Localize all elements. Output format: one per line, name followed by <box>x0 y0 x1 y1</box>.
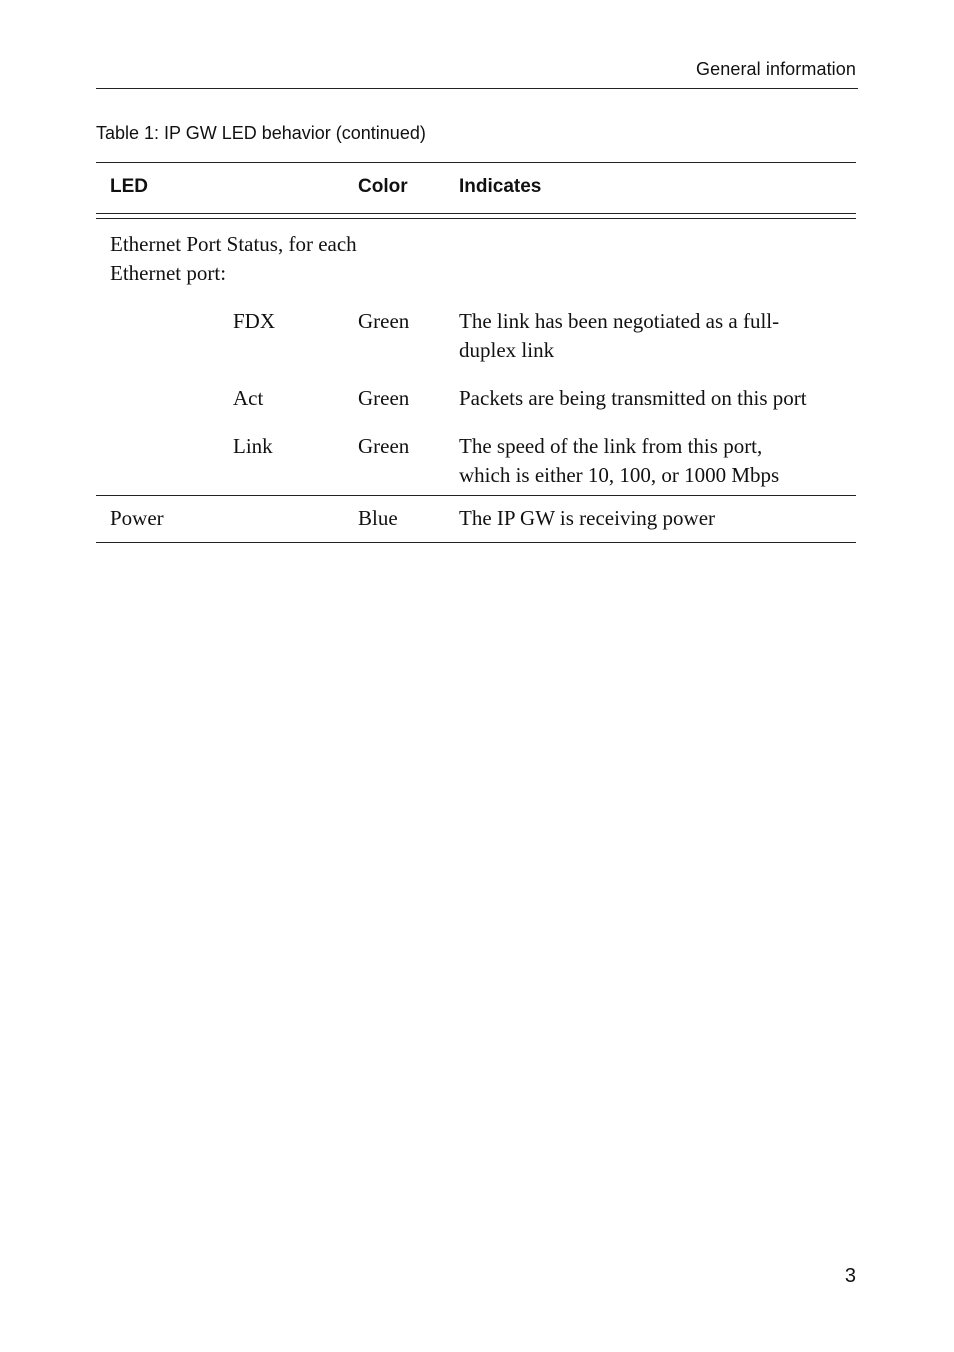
group-label <box>110 230 357 288</box>
color-act: Green <box>358 386 410 410</box>
indicates-power: The IP GW is receiving power <box>459 506 716 530</box>
indicates-line: The link has been negotiated as a full- <box>459 309 780 333</box>
column-header-indicates: Indicates <box>459 176 542 197</box>
power-row <box>96 496 856 542</box>
led-name-act: Act <box>233 386 264 410</box>
indicates-link <box>459 432 849 490</box>
led-name-fdx: FDX <box>233 309 276 333</box>
led-name-link: Link <box>233 434 273 458</box>
color-link: Green <box>358 434 410 458</box>
ethernet-port-status-group <box>96 219 856 495</box>
indicates-line: Packets are being transmitted on this port <box>459 386 807 410</box>
header-rule <box>96 88 858 89</box>
table-caption: Table 1: IP GW LED behavior (continued) <box>96 123 426 143</box>
led-name-power: Power <box>110 506 164 530</box>
table-bottom-rule <box>96 542 856 543</box>
table-header-row <box>96 163 856 213</box>
led-table <box>96 162 856 543</box>
column-header-color: Color <box>358 176 408 197</box>
running-header: General information <box>696 59 856 79</box>
indicates-line: which is either 10, 100, or 1000 Mbps <box>459 463 780 487</box>
page-number: 3 <box>844 1265 856 1287</box>
group-label-line: Ethernet port: <box>110 261 227 285</box>
color-power: Blue <box>358 506 398 530</box>
indicates-line: The speed of the link from this port, <box>459 434 763 458</box>
indicates-act <box>459 384 859 413</box>
column-header-led: LED <box>110 176 148 197</box>
color-fdx: Green <box>358 309 410 333</box>
indicates-fdx <box>459 307 849 365</box>
group-label-line: Ethernet Port Status, for each <box>110 232 357 256</box>
indicates-line: duplex link <box>459 338 555 362</box>
